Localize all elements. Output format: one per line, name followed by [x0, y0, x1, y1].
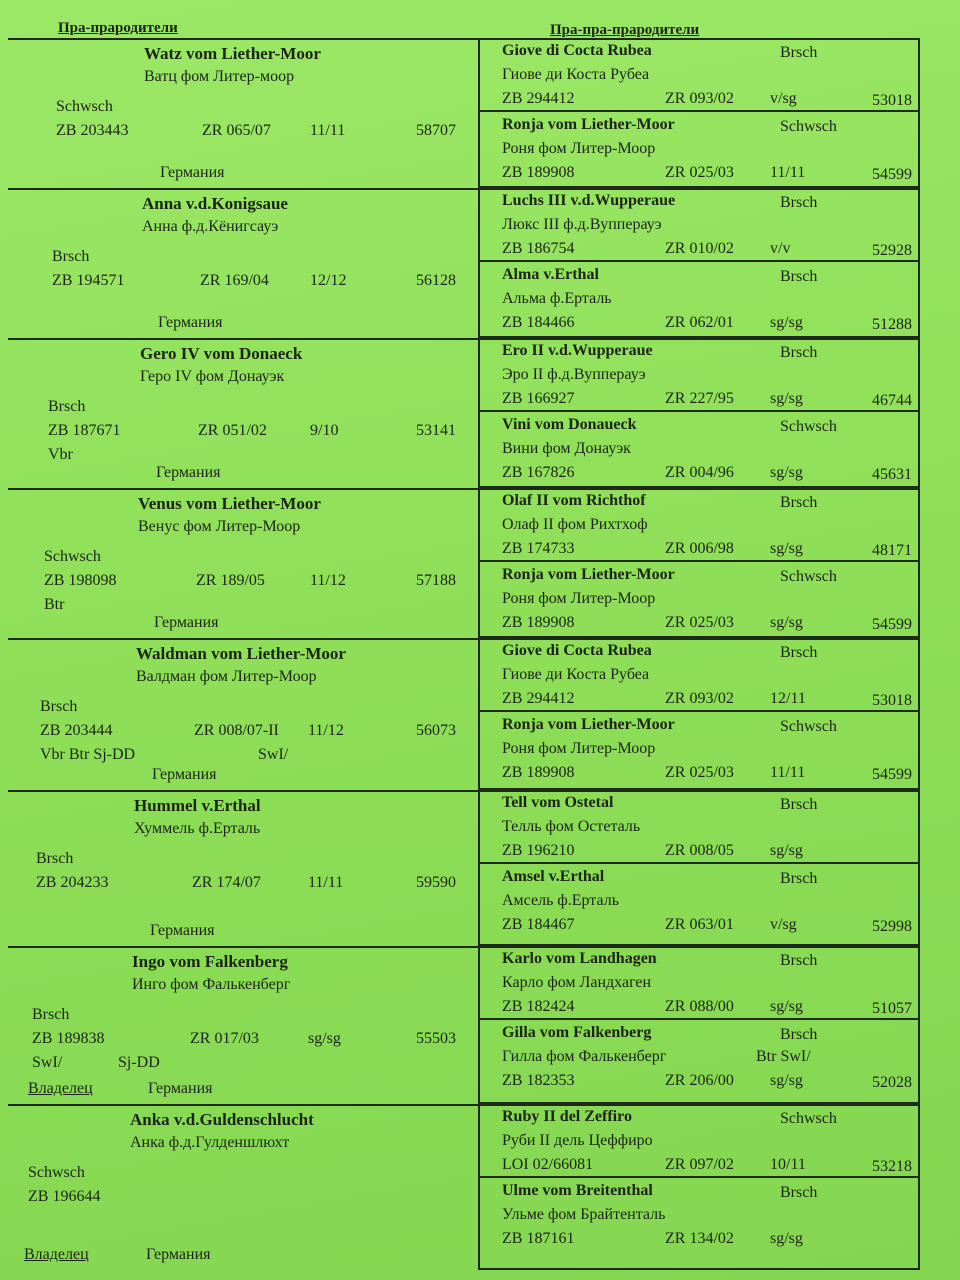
- zb-number: ZB 294412: [502, 690, 575, 707]
- dog-name: Alma v.Erthal: [502, 266, 599, 283]
- zr-number: ZR 051/02: [198, 422, 267, 439]
- extra-titles: Vbr Btr Sj-DD: [40, 746, 136, 763]
- country: Германия: [154, 614, 219, 631]
- zr-number: ZR 006/98: [665, 540, 734, 557]
- zr-number: ZR 189/05: [196, 572, 265, 589]
- zr-number: ZR 008/07-II: [194, 722, 279, 739]
- dog-name-ru: Амсель ф.Ерталь: [502, 892, 619, 909]
- grade: 12/11: [770, 690, 806, 707]
- tattoo-number: 51288: [872, 316, 912, 333]
- dog-name-ru: Люкс III ф.д.Вупперауэ: [502, 216, 662, 233]
- dog-name: Giove di Cocta Rubea: [502, 642, 652, 659]
- coat-color: Schwsch: [780, 418, 837, 435]
- zb-number: ZB 166927: [502, 390, 575, 407]
- grade: sg/sg: [308, 1030, 341, 1047]
- coat-color: Schwsch: [56, 98, 113, 115]
- great-grandparent-cell: [480, 412, 920, 488]
- zb-number: ZB 189908: [502, 614, 575, 631]
- coat-color: Schwsch: [28, 1164, 85, 1181]
- zb-number: ZB 189908: [502, 164, 575, 181]
- zr-number: ZR 206/00: [665, 1072, 734, 1089]
- dog-name: Anka v.d.Guldenschlucht: [130, 1110, 314, 1129]
- grade: sg/sg: [770, 1072, 803, 1089]
- dog-name-ru: Инго фом Фалькенберг: [132, 976, 291, 993]
- country: Германия: [152, 766, 217, 783]
- dog-name-ru: Эро II ф.д.Вупперауэ: [502, 366, 646, 383]
- zr-number: ZR 093/02: [665, 90, 734, 107]
- dog-name: Anna v.d.Konigsaue: [142, 194, 288, 213]
- grandparent-cell: [8, 1106, 478, 1270]
- zr-number: ZR 097/02: [665, 1156, 734, 1173]
- extra-titles: Vbr: [48, 446, 73, 463]
- extra-titles: Btr SwI/: [756, 1048, 811, 1065]
- dog-name: Ronja vom Liether-Moor: [502, 566, 675, 583]
- dog-name: Vini vom Donaueck: [502, 416, 637, 433]
- grandparent-cell: [8, 40, 478, 188]
- grade: 11/11: [310, 122, 346, 139]
- tattoo-number: 56073: [416, 722, 456, 739]
- tattoo-number: 56128: [416, 272, 456, 289]
- grade: v/sg: [770, 90, 797, 107]
- grade: 12/12: [310, 272, 347, 289]
- great-grandparent-cell: [480, 112, 920, 188]
- dog-name: Waldman vom Liether-Moor: [136, 644, 346, 663]
- dog-name: Karlo vom Landhagen: [502, 950, 657, 967]
- dog-name: Gero IV vom Donaeck: [140, 344, 303, 363]
- coat-color: Brsch: [780, 952, 818, 969]
- zr-number: ZR 174/07: [192, 874, 261, 891]
- tattoo-number: 59590: [416, 874, 456, 891]
- dog-name: Ronja vom Liether-Moor: [502, 116, 675, 133]
- zb-number: ZB 167826: [502, 464, 575, 481]
- great-grandparent-cell: [480, 712, 920, 790]
- tattoo-number: 53018: [872, 692, 912, 709]
- great-grandparent-cell: [480, 864, 920, 946]
- header-grandparents: Пра-прародители: [58, 20, 178, 36]
- owner-label: Владелец: [24, 1246, 89, 1263]
- coat-color: Brsch: [780, 1026, 818, 1043]
- coat-color: Brsch: [32, 1006, 70, 1023]
- zb-number: ZB 184466: [502, 314, 575, 331]
- great-grandparent-cell: [480, 488, 920, 562]
- zb-number: ZB 194571: [52, 272, 125, 289]
- grandparent-cell: [8, 340, 478, 488]
- tattoo-number: 48171: [872, 542, 912, 559]
- country: Германия: [146, 1246, 211, 1263]
- coat-color: Brsch: [48, 398, 86, 415]
- extra-titles: SwI/: [32, 1054, 63, 1071]
- zb-number: ZB 204233: [36, 874, 109, 891]
- extra-titles-2: Sj-DD: [118, 1054, 160, 1071]
- dog-name-ru: Роня фом Литер-Моор: [502, 590, 656, 607]
- tattoo-number: 53218: [872, 1158, 912, 1175]
- zr-number: ZR 062/01: [665, 314, 734, 331]
- dog-name: Ero II v.d.Wupperaue: [502, 342, 653, 359]
- tattoo-number: 57188: [416, 572, 456, 589]
- zb-number: ZB 187671: [48, 422, 121, 439]
- grade: sg/sg: [770, 390, 803, 407]
- zb-number: ZB 203443: [56, 122, 129, 139]
- coat-color: Brsch: [780, 1184, 818, 1201]
- dog-name-ru: Ватц фом Литер-моор: [144, 68, 295, 85]
- zb-number: ZB 198098: [44, 572, 117, 589]
- zr-number: ZR 227/95: [665, 390, 734, 407]
- grade: sg/sg: [770, 614, 803, 631]
- grade: sg/sg: [770, 998, 803, 1015]
- grandparent-cell: [8, 640, 478, 790]
- zb-number: ZB 196644: [28, 1188, 101, 1205]
- dog-name-ru: Олаф II фом Рихтхоф: [502, 516, 648, 533]
- tattoo-number: 52998: [872, 918, 912, 935]
- header-great-grandparents: Пра-пра-прародители: [550, 22, 700, 38]
- great-grandparent-cell: [480, 1104, 920, 1178]
- tattoo-number: 52028: [872, 1074, 912, 1091]
- dog-name-ru: Хуммель ф.Ерталь: [134, 820, 261, 837]
- dog-name-ru: Гиове ди Коста Рубеа: [502, 666, 650, 683]
- coat-color: Brsch: [780, 268, 818, 285]
- dog-name-ru: Роня фом Литер-Моор: [502, 140, 656, 157]
- tattoo-number: 53018: [872, 92, 912, 109]
- coat-color: Brsch: [780, 194, 818, 211]
- grade: 9/10: [310, 422, 339, 439]
- great-grandparent-cell: [480, 790, 920, 864]
- zb-number: ZB 187161: [502, 1230, 575, 1247]
- extra-titles-2: SwI/: [258, 746, 289, 763]
- owner-label: Владелец: [28, 1080, 93, 1097]
- coat-color: Brsch: [40, 698, 78, 715]
- great-grandparent-cell: [480, 1178, 920, 1270]
- tattoo-number: 46744: [872, 392, 912, 409]
- dog-name: Olaf II vom Richthof: [502, 492, 646, 509]
- grade: sg/sg: [770, 314, 803, 331]
- zr-number: ZR 017/03: [190, 1030, 259, 1047]
- coat-color: Schwsch: [780, 118, 837, 135]
- zr-number: ZR 025/03: [665, 614, 734, 631]
- zr-number: ZR 063/01: [665, 916, 734, 933]
- coat-color: Brsch: [780, 494, 818, 511]
- grade: 11/11: [770, 764, 806, 781]
- great-grandparent-cell: [480, 188, 920, 262]
- zr-number: ZR 088/00: [665, 998, 734, 1015]
- tattoo-number: 53141: [416, 422, 456, 439]
- dog-name: Watz vom Liether-Moor: [144, 44, 321, 63]
- zb-number: ZB 203444: [40, 722, 113, 739]
- dog-name: Luchs III v.d.Wupperaue: [502, 192, 676, 209]
- tattoo-number: 54599: [872, 616, 912, 633]
- extra-titles: Btr: [44, 596, 65, 613]
- zb-number: ZB 182424: [502, 998, 575, 1015]
- grade: v/v: [770, 240, 791, 257]
- coat-color: Brsch: [36, 850, 74, 867]
- tattoo-number: 52928: [872, 242, 912, 259]
- dog-name-ru: Карло фом Ландхаген: [502, 974, 652, 991]
- grade: 11/12: [310, 572, 346, 589]
- zr-number: ZR 004/96: [665, 464, 734, 481]
- great-grandparent-cell: [480, 946, 920, 1020]
- zr-number: ZR 169/04: [200, 272, 269, 289]
- dog-name-ru: Гилла фом Фалькенберг: [502, 1048, 667, 1065]
- zb-number: ZB 182353: [502, 1072, 575, 1089]
- dog-name-ru: Роня фом Литер-Моор: [502, 740, 656, 757]
- coat-color: Brsch: [780, 644, 818, 661]
- dog-name: Ronja vom Liether-Moor: [502, 716, 675, 733]
- coat-color: Brsch: [780, 44, 818, 61]
- dog-name-ru: Телль фом Остеталь: [502, 818, 641, 835]
- tattoo-number: 51057: [872, 1000, 912, 1017]
- grade: 11/11: [308, 874, 344, 891]
- great-grandparent-cell: [480, 638, 920, 712]
- zr-number: ZR 025/03: [665, 164, 734, 181]
- dog-name: Tell vom Ostetal: [502, 794, 614, 811]
- coat-color: Brsch: [780, 870, 818, 887]
- dog-name-ru: Анка ф.д.Гулденшлюхт: [130, 1134, 290, 1151]
- country: Германия: [150, 922, 215, 939]
- country: Германия: [156, 464, 221, 481]
- great-grandparent-cell: [480, 38, 920, 112]
- zb-number: ZB 174733: [502, 540, 575, 557]
- dog-name-ru: Вини фом Донауэк: [502, 440, 631, 457]
- coat-color: Brsch: [52, 248, 90, 265]
- grade: sg/sg: [770, 1230, 803, 1247]
- zb-number: ZB 294412: [502, 90, 575, 107]
- dog-name: Venus vom Liether-Moor: [138, 494, 321, 513]
- grandparent-cell: [8, 792, 478, 946]
- country: Германия: [148, 1080, 213, 1097]
- dog-name-ru: Венус фом Литер-Моор: [138, 518, 301, 535]
- zb-number: ZB 186754: [502, 240, 575, 257]
- country: Германия: [160, 164, 225, 181]
- tattoo-number: 58707: [416, 122, 456, 139]
- tattoo-number: 55503: [416, 1030, 456, 1047]
- great-grandparent-cell: [480, 338, 920, 412]
- zb-number: ZB 189908: [502, 764, 575, 781]
- great-grandparent-cell: [480, 562, 920, 638]
- grade: sg/sg: [770, 842, 803, 859]
- dog-name-ru: Гиове ди Коста Рубеа: [502, 66, 650, 83]
- dog-name: Amsel v.Erthal: [502, 868, 605, 885]
- dog-name-ru: Геро IV фом Донауэк: [140, 368, 285, 385]
- tattoo-number: 54599: [872, 166, 912, 183]
- tattoo-number: 54599: [872, 766, 912, 783]
- dog-name: Giove di Cocta Rubea: [502, 42, 652, 59]
- zr-number: ZR 010/02: [665, 240, 734, 257]
- zr-number: ZR 008/05: [665, 842, 734, 859]
- tattoo-number: 45631: [872, 466, 912, 483]
- coat-color: Schwsch: [44, 548, 101, 565]
- grandparent-cell: [8, 948, 478, 1104]
- dog-name-ru: Руби II дель Цеффиро: [502, 1132, 653, 1149]
- zb-number: ZB 196210: [502, 842, 575, 859]
- dog-name: Ruby II del Zeffiro: [502, 1108, 632, 1125]
- great-grandparent-cell: [480, 1020, 920, 1104]
- coat-color: Schwsch: [780, 718, 837, 735]
- zr-number: ZR 025/03: [665, 764, 734, 781]
- dog-name-ru: Анна ф.д.Кёнигсауэ: [142, 218, 279, 235]
- dog-name: Gilla vom Falkenberg: [502, 1024, 652, 1041]
- zb-number: LOI 02/66081: [502, 1156, 594, 1173]
- grade: sg/sg: [770, 540, 803, 557]
- great-grandparent-cell: [480, 262, 920, 338]
- coat-color: Brsch: [780, 796, 818, 813]
- grade: 11/12: [308, 722, 344, 739]
- pedigree-table: [8, 38, 920, 1270]
- zb-number: ZB 184467: [502, 916, 575, 933]
- coat-color: Brsch: [780, 344, 818, 361]
- grade: sg/sg: [770, 464, 803, 481]
- grade: v/sg: [770, 916, 797, 933]
- dog-name: Hummel v.Erthal: [134, 796, 261, 815]
- dog-name-ru: Альма ф.Ерталь: [502, 290, 612, 307]
- dog-name-ru: Валдман фом Литер-Моор: [136, 668, 317, 685]
- dog-name: Ingo vom Falkenberg: [132, 952, 288, 971]
- grandparent-cell: [8, 190, 478, 338]
- zr-number: ZR 093/02: [665, 690, 734, 707]
- coat-color: Schwsch: [780, 1110, 837, 1127]
- coat-color: Schwsch: [780, 568, 837, 585]
- grade: 11/11: [770, 164, 806, 181]
- zr-number: ZR 065/07: [202, 122, 271, 139]
- country: Германия: [158, 314, 223, 331]
- grade: 10/11: [770, 1156, 806, 1173]
- zr-number: ZR 134/02: [665, 1230, 734, 1247]
- zb-number: ZB 189838: [32, 1030, 105, 1047]
- dog-name: Ulme vom Breitenthal: [502, 1182, 653, 1199]
- dog-name-ru: Ульме фом Брайтенталь: [502, 1206, 666, 1223]
- grandparent-cell: [8, 490, 478, 638]
